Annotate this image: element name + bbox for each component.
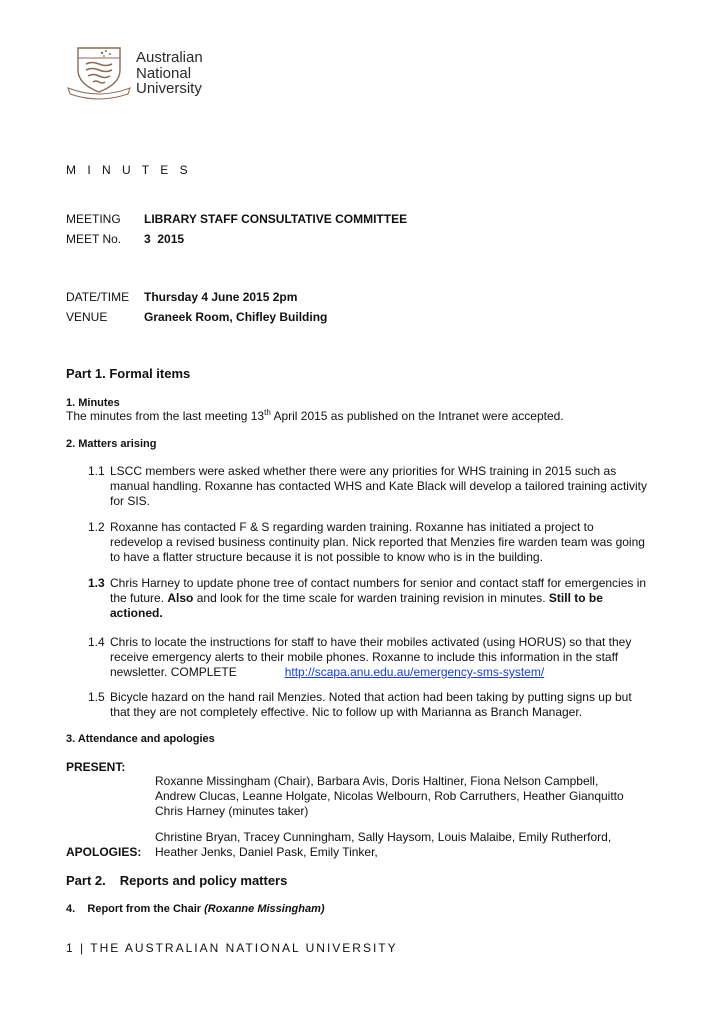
document-type-heading: M I N U T E S — [66, 163, 192, 177]
meeting-value: LIBRARY STAFF CONSULTATIVE COMMITTEE — [144, 212, 408, 226]
item-number: 1.2 — [88, 520, 105, 534]
apologies-list — [155, 830, 611, 860]
item-number: 1.1 — [88, 464, 105, 478]
apologies-label: APOLOGIES: — [66, 845, 142, 859]
minutes-text — [66, 409, 564, 424]
matters-arising-heading: 2. Matters arising — [66, 438, 157, 450]
item-text — [110, 635, 648, 680]
item-text-still: Still to be actioned. — [110, 591, 603, 620]
page-footer: 1 | THE AUSTRALIAN NATIONAL UNIVERSITY — [66, 941, 398, 955]
item-number: 1.3 — [88, 576, 105, 590]
attendance-heading: 3. Attendance and apologies — [66, 733, 215, 745]
wordmark-line-1: Australian — [136, 49, 203, 66]
meet-no-label: MEET No. — [66, 232, 122, 246]
meeting-label: MEETING — [66, 212, 121, 226]
minutes-text-sup: th — [264, 408, 271, 417]
anu-crest-icon — [66, 44, 132, 100]
venue-label: VENUE — [66, 310, 108, 324]
present-label: PRESENT: — [66, 760, 126, 774]
matter-item-1-1 — [88, 464, 648, 509]
item-text — [110, 576, 648, 621]
report-heading-text: 4. Report from the Chair — [66, 903, 205, 915]
item-text: Roxanne has contacted F & S regarding warden training. Roxanne has initiated a project to redevelop a revised business continuity plan. Nick reported that Menzies fire warden team was going to have a flatter structure because it is not possible to know who is in the building. — [110, 520, 645, 564]
part2-heading — [66, 873, 287, 888]
apologies-line-2: Heather Jenks, Daniel Pask, Emily Tinker, — [155, 845, 378, 859]
venue-value: Graneek Room, Chifley Building — [144, 310, 328, 324]
present-line-3: Chris Harney (minutes taker) — [155, 804, 309, 818]
datetime-value: Thursday 4 June 2015 2pm — [144, 290, 298, 304]
minutes-text-a: The minutes from the last meeting 13 — [66, 409, 265, 423]
item-text-main: Chris to locate the instructions for staff to have their mobiles activated (using HORUS) so that they receive emergency alerts to their mobile phones. Roxanne to include this information in the staff newsletter. COMPLETE — [110, 635, 632, 679]
wordmark-line-3: University — [136, 80, 202, 97]
matter-item-1-3 — [88, 576, 648, 621]
datetime-label: DATE/TIME — [66, 290, 130, 304]
report-chair-heading — [66, 902, 325, 917]
item-text: LSCC members were asked whether there were any priorities for WHS training in 2015 such as manual handling. Roxanne has contacted WHS and Kate Black will develop a tailored training activity for SIS. — [110, 464, 647, 508]
item-number: 1.5 — [88, 690, 105, 704]
report-chair-name: (Roxanne Missingham) — [204, 903, 325, 915]
university-wordmark — [136, 50, 203, 97]
present-line-2: Andrew Clucas, Leanne Holgate, Nicolas Welbourn, Rob Carruthers, Heather Gianquitto — [155, 789, 624, 803]
item-text-a: Chris Harney to update phone tree of contact numbers for senior and contact staff for emergencies in the future. — [110, 576, 647, 605]
matter-item-1-4 — [88, 635, 648, 680]
meet-no-value: 3 2015 — [144, 232, 185, 246]
part1-heading: Part 1. Formal items — [66, 366, 191, 381]
matter-item-1-5 — [88, 690, 648, 720]
item-text: Bicycle hazard on the hand rail Menzies. Noted that action had been taking by putting signs up but that they are not completely effective. Nic to follow up with Marianna as Branch Manager. — [110, 690, 632, 719]
part2-heading-text: Reports and policy matters — [119, 873, 288, 888]
present-list — [155, 774, 624, 819]
wordmark-line-2: National — [136, 64, 192, 82]
part2-heading-num: Part 2. — [66, 873, 106, 888]
emergency-sms-link[interactable]: http://scapa.anu.edu.au/emergency-sms-system/ — [284, 665, 545, 679]
item-number: 1.4 — [88, 635, 105, 649]
minutes-text-b: April 2015 as published on the Intranet were accepted. — [270, 409, 564, 423]
apologies-line-1: Christine Bryan, Tracey Cunningham, Sally Haysom, Louis Malaibe, Emily Rutherford, — [155, 830, 612, 844]
item-text-b: and look for the time scale for warden training revision in minutes. — [193, 591, 549, 605]
minutes-heading: 1. Minutes — [66, 397, 120, 409]
present-line-1: Roxanne Missingham (Chair), Barbara Avis, Doris Haltiner, Fiona Nelson Campbell, — [155, 774, 599, 788]
matter-item-1-2 — [88, 520, 648, 565]
item-text-also: Also — [167, 591, 194, 605]
